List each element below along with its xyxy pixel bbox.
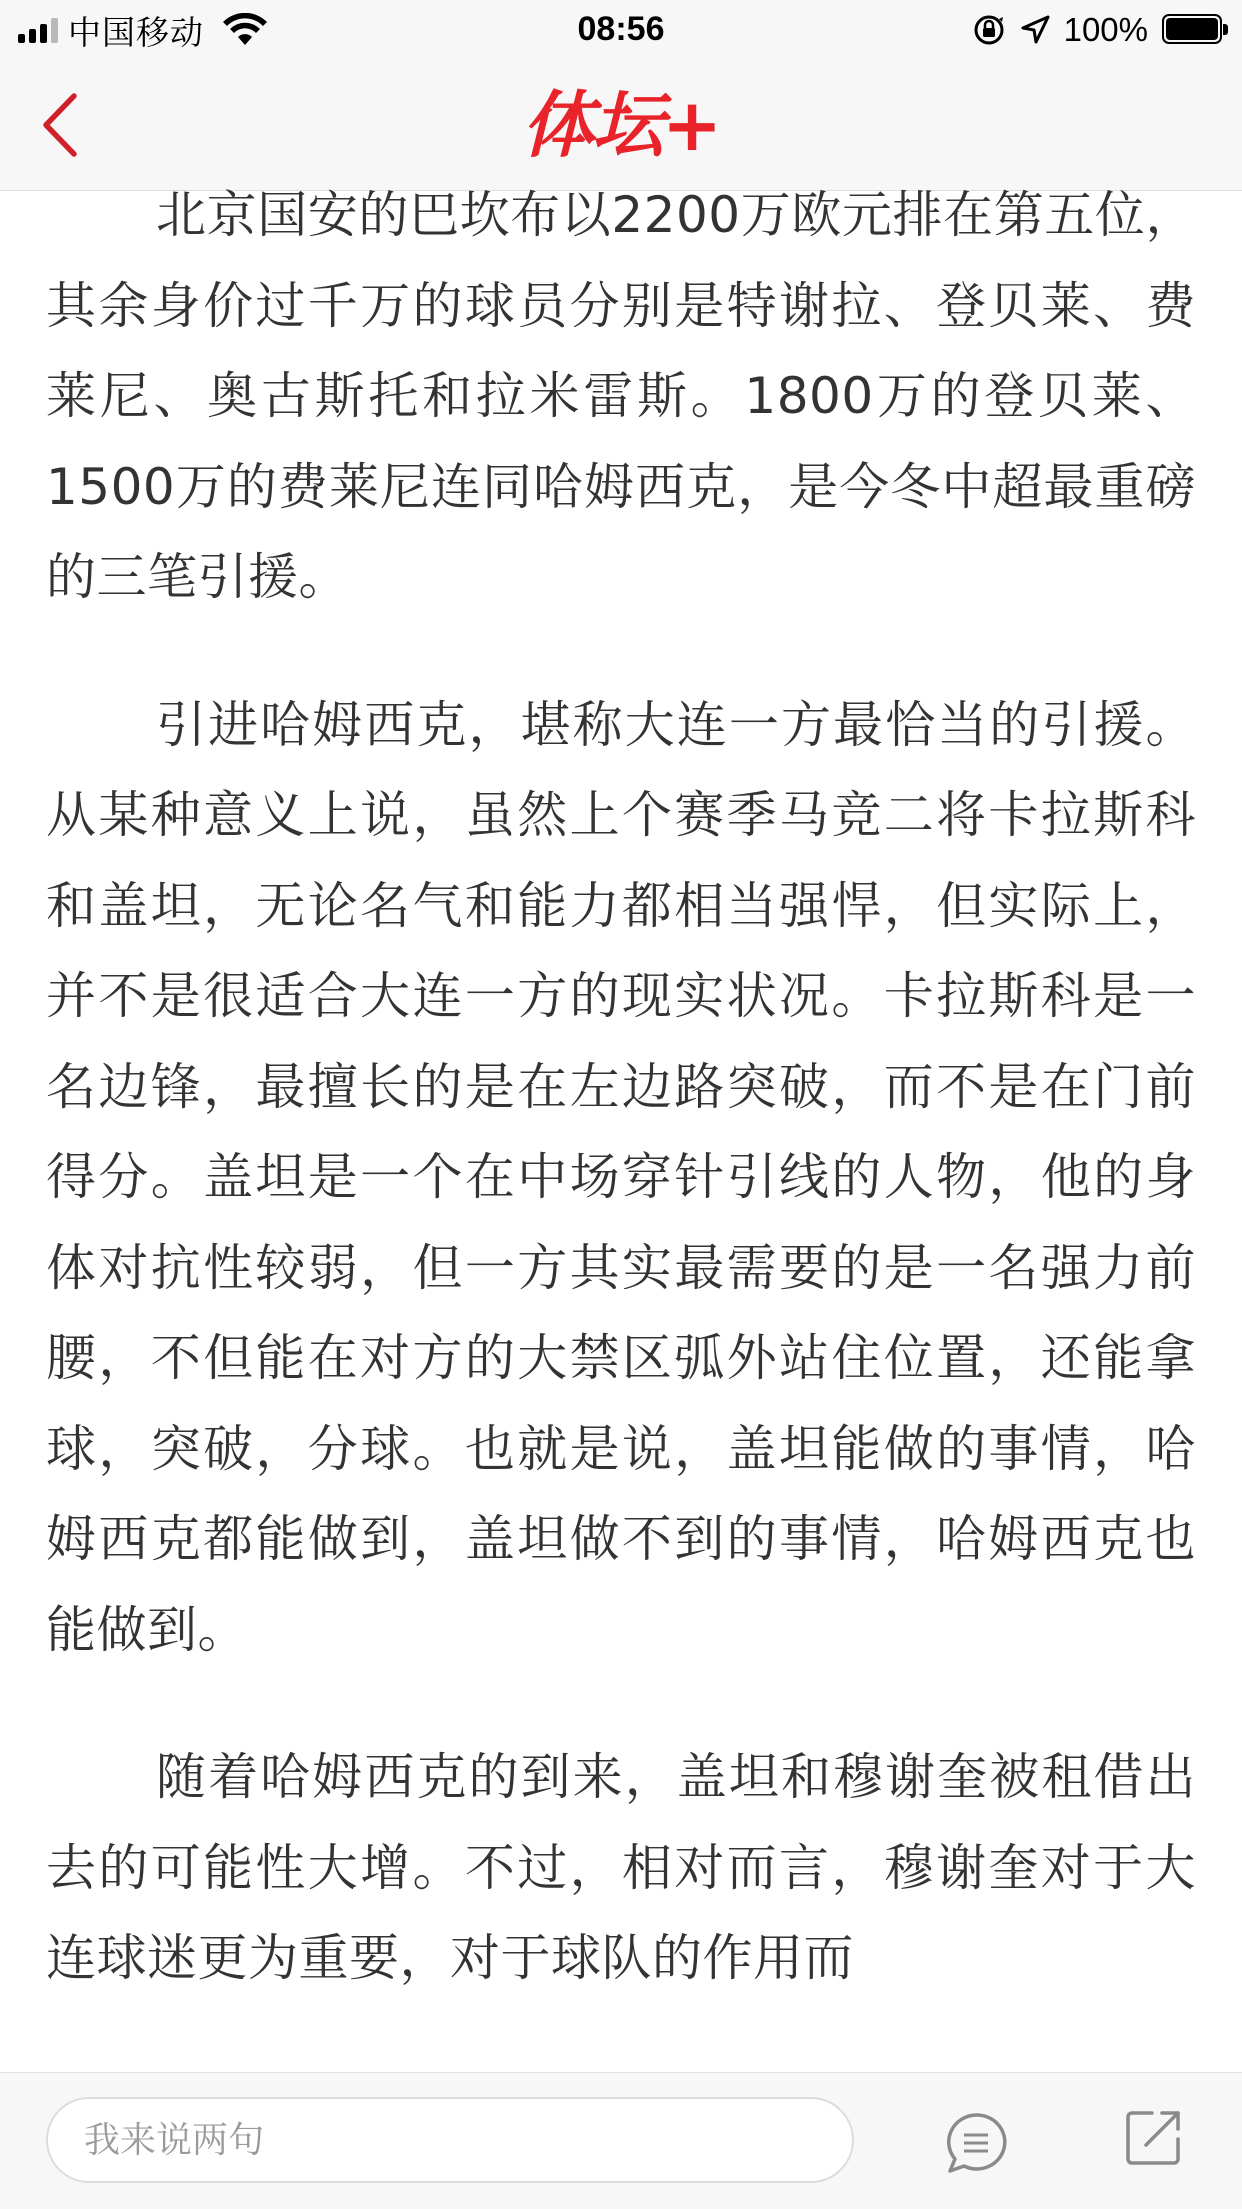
comments-icon [944,2111,1008,2175]
orientation-lock-icon [972,13,1006,47]
carrier-name: 中国移动 [68,12,204,52]
article-paragraph-3: 随着哈姆西克的到来，盖坦和穆谢奎被租借出去的可能性大增。不过，相对而言，穆谢奎对于大连球迷更为重要，对于球队的作用而 [46,1748,1196,1987]
comments-button[interactable] [944,2111,1008,2175]
article-body [46,170,1196,2070]
status-bar [0,0,1242,60]
app-logo: 体坛+ [521,83,721,167]
article-paragraph-2: 引进哈姆西克，堪称大连一方最恰当的引援。从某种意义上说，虽然上个赛季马竞二将卡拉斯科和盖坦，无论名气和能力都相当强悍，但实际上，并不是很适合大连一方的现实状况。卡拉斯科是一名边锋，最擅长的是在左边路突破，而不是在门前得分。盖坦是一个在中场穿针引线的人物，他的身体对抗性较弱，但一方其实最需要的是一名强力前腰，不但能在对方的大禁区弧外站住位置，还能拿球，突破，分球。也就是说，盖坦能做的事情，哈姆西克都能做到，盖坦做不到的事情，哈姆西克也能做到。 [46,695,1196,1659]
comment-bar [0,2072,1242,2209]
location-icon [1020,15,1050,45]
share-icon [1122,2107,1184,2169]
article-paragraph-1: 北京国安的巴坎布以2200万欧元排在第五位，其余身价过千万的球员分别是特谢拉、登贝莱、费莱尼、奥古斯托和拉米雷斯。1800万的登贝莱、1500万的费莱尼连同哈姆西克，是今冬中超最重磅的三笔引援。 [46,186,1196,606]
status-right [972,8,1228,52]
status-time: 08:56 [577,10,665,48]
battery-icon [1162,14,1228,46]
comment-input[interactable] [46,2097,854,2183]
share-button[interactable] [1122,2107,1184,2169]
battery-percent: 100% [1063,11,1148,48]
